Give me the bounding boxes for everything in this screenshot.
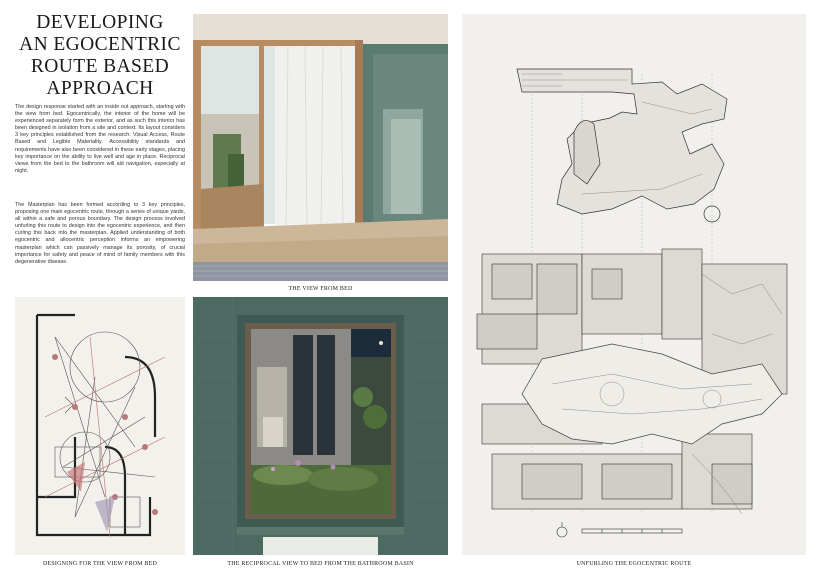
view-from-bed-render	[193, 14, 448, 281]
intro-paragraph: The design response started with an inside out approach, starting with the view from bed. Egocentrically, the interior of the home will be experienced separately form the exterior, and as such this interior has been designed in isolation from a site and context. Its layout considers 3 key principles established from the research: Visual Access, Route Based and Legible Materiality. Accessibility standards and requirements have also been considered in these early stages, placing key importance on the ability to live well and age in place. Reciprocal views from the bed to the bathroom will aid navigation, especially at night.	[15, 104, 185, 174]
caption-reciprocal-view: THE RECIPROCAL VIEW TO BED FROM THE BATHROOM BASIN	[227, 561, 414, 567]
caption-unfurling: UNFURLING THE EGOCENTRIC ROUTE	[576, 561, 692, 567]
view-from-bed-plan-sketch	[15, 297, 185, 555]
masterplan-drawing	[462, 14, 806, 555]
caption-view-from-bed: THE VIEW FROM BED	[288, 286, 353, 292]
masterplan-paragraph: The Masterplan has been formed according to 3 key principles, proposing one main egocentric route, through a series of unique yards, all within a safe and porous boundary. The design process involved unfurling this route to design into the egocentric experience, and then curling this back into the masterplan. Applied understanding of both egocentric and allocentric perception informs an empowering masterplan which can passively manage its porosity, of crucial importance for safety and peace of mind of family members with this degenerative disease.	[15, 202, 185, 265]
caption-designing: DESIGNING FOR THE VIEW FROM BED	[42, 561, 158, 567]
reciprocal-view-render	[193, 297, 448, 555]
page-title: DEVELOPING AN EGOCENTRIC ROUTE BASED APPROACH	[19, 12, 181, 99]
